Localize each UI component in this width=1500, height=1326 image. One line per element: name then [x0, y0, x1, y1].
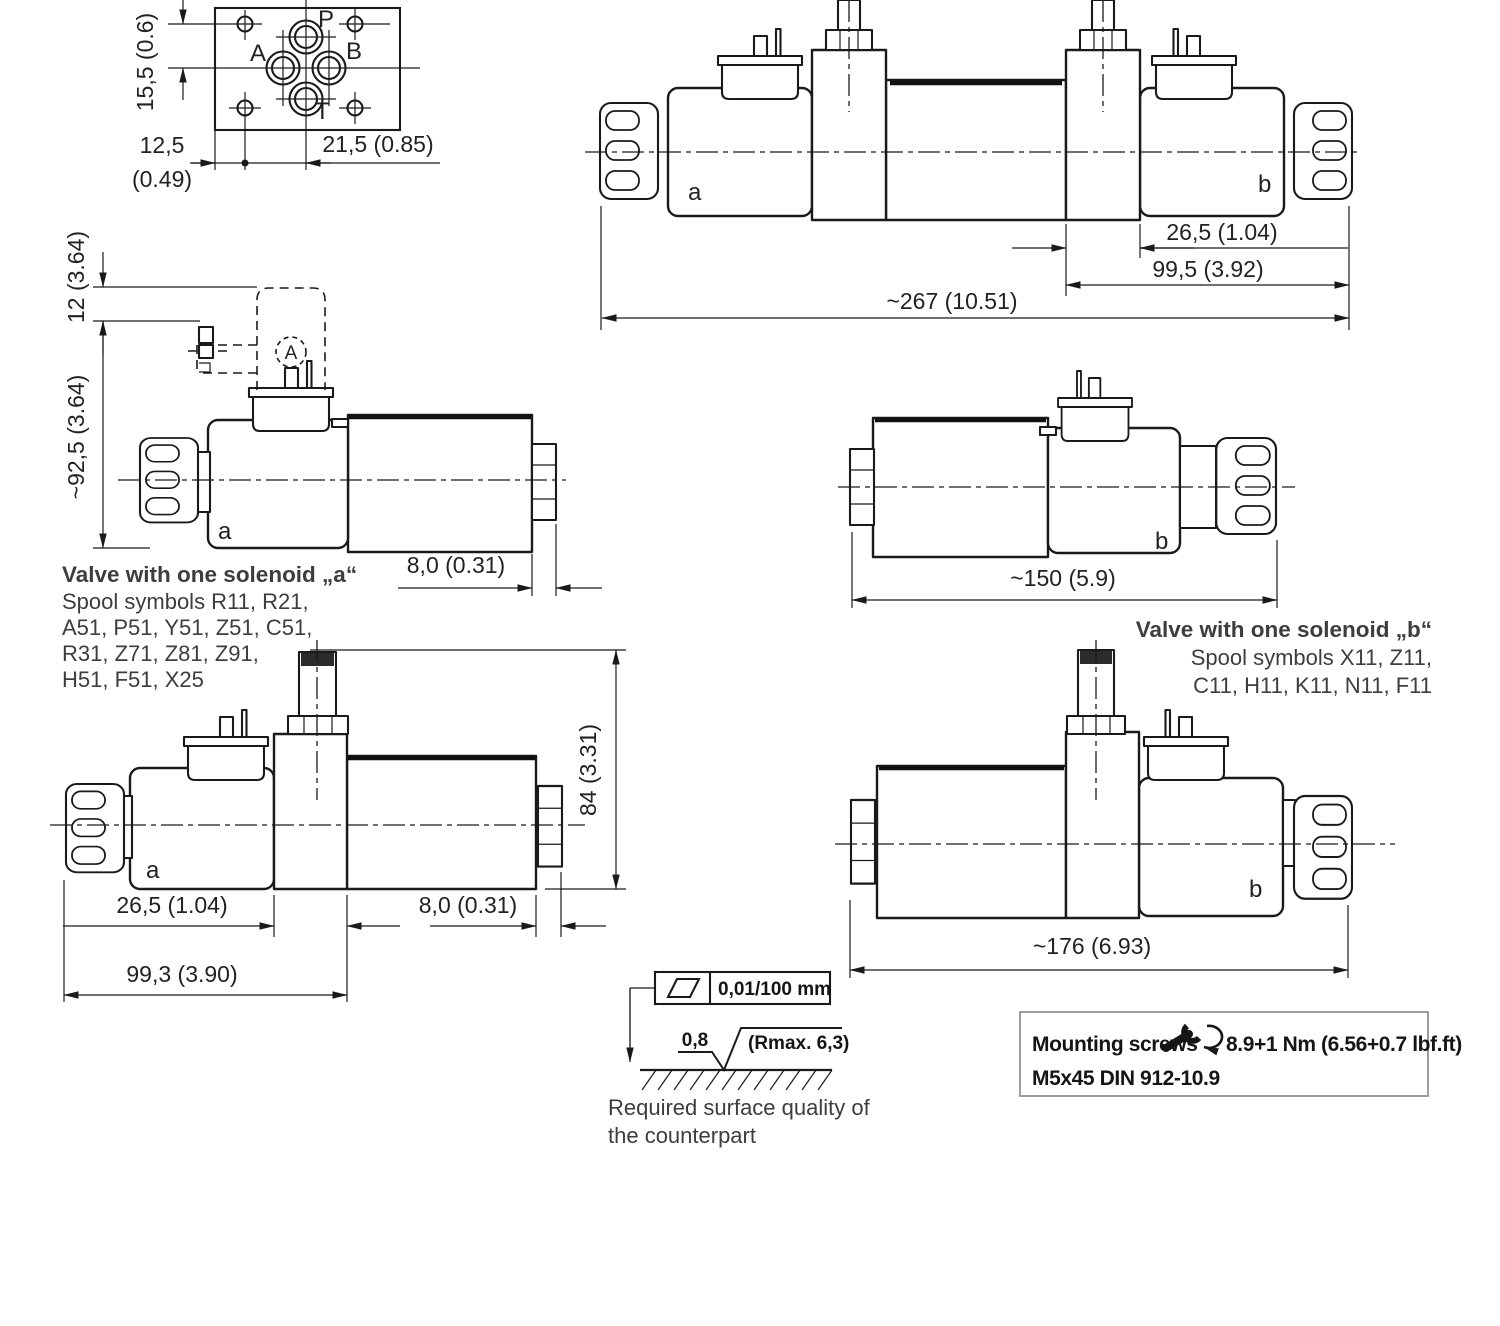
dim-offset-mm: 12,5: [139, 132, 185, 158]
roughness-max: (Rmax. 6,3): [748, 1033, 850, 1054]
connector-plug-b: [1152, 29, 1236, 99]
dim-end-clearance: 8,0 (0.31): [418, 892, 518, 918]
valve-center-body: [886, 80, 1066, 220]
dim-length: 99,3 (3.90): [126, 961, 238, 987]
dim-interface: 26,5 (1.04): [116, 892, 228, 918]
valve-a-note-line3: R31, Z71, Z81, Z91,: [62, 641, 259, 666]
mounting-torque: 8.9+1 Nm (6.56+0.7 lbf.ft): [1226, 1033, 1462, 1056]
body-tab: [1040, 427, 1056, 435]
port-a-label: A: [249, 40, 266, 67]
surface-caption-line2: the counterpart: [608, 1123, 756, 1148]
solenoid-b-label: b: [1155, 528, 1169, 555]
valve-a-note-line1: Spool symbols R11, R21,: [62, 589, 309, 614]
roughness-value: 0,8: [681, 1030, 709, 1051]
port-t-label: T: [315, 98, 330, 125]
knurled-cap: [1294, 796, 1352, 899]
connector-plug: [184, 710, 268, 780]
end-hex-nut: [538, 786, 562, 867]
flatness-symbol-icon: [668, 979, 699, 997]
knurled-cap-a: [600, 103, 658, 199]
detail-a-label: A: [284, 343, 298, 364]
valve-a-note-line4: H51, F51, X25: [62, 667, 204, 692]
stem-column: [274, 734, 347, 889]
connector-plug: [1144, 710, 1228, 780]
connector-plug-a: [718, 29, 802, 99]
dim-total-length: ~150 (5.9): [1010, 565, 1116, 591]
valve-b-note-title: Valve with one solenoid „b“: [1135, 617, 1432, 642]
valve-b-note-line1: Spool symbols X11, Z11,: [1190, 645, 1432, 670]
mounting-screws-note: [1020, 1012, 1462, 1096]
double-solenoid-valve-view: [585, 0, 1360, 330]
dim-end-clearance: 8,0 (0.31): [406, 552, 506, 578]
dim-solenoid-length: 99,5 (3.92): [1152, 256, 1264, 282]
knurled-cap: [66, 784, 124, 872]
port-pattern-view: [132, 0, 440, 192]
solenoid-a-label: a: [218, 518, 232, 545]
connector-plug: [1058, 371, 1132, 441]
dim-plug-removal: 12 (3.64): [63, 230, 89, 324]
knurled-cap-b: [1294, 103, 1352, 199]
stem: [288, 652, 348, 734]
solenoid-b-label: b: [1258, 171, 1272, 198]
valve-a-note-title: Valve with one solenoid „a“: [62, 562, 358, 587]
body-tab: [332, 419, 348, 427]
mounting-screw-spec: M5x45 DIN 912-10.9: [1032, 1067, 1220, 1090]
end-hex-nut: [851, 800, 875, 884]
mating-connector-detail: [199, 327, 213, 372]
dim-port-spacing: 21,5 (0.85): [322, 131, 434, 157]
valve-body: [347, 756, 536, 889]
dim-offset-in: (0.49): [131, 166, 193, 192]
solenoid-a-label: a: [146, 857, 160, 884]
dim-interface: 26,5 (1.04): [1166, 219, 1278, 245]
solenoid-b-label: b: [1249, 876, 1263, 903]
solenoid-a-label: a: [688, 179, 702, 206]
surface-caption-line1: Required surface quality of: [608, 1095, 870, 1120]
valve-a-side-view: [63, 231, 602, 596]
valve-body: [877, 766, 1066, 918]
valve-b-side-view: [838, 371, 1295, 608]
dim-total-length: ~267 (10.51): [886, 288, 1018, 314]
valve-a-note-line2: A51, P51, Y51, Z51, C51,: [62, 615, 313, 640]
valve-b-note-line2: C11, H11, K11, N11, F11: [1193, 673, 1432, 698]
dimension-origin-dot: [242, 160, 249, 167]
connector-plug: [249, 361, 333, 431]
dim-total-length: ~176 (6.93): [1032, 933, 1152, 959]
end-hex-nut: [532, 444, 556, 520]
dim-height: ~92,5 (3.64): [63, 374, 89, 500]
valve-body: [348, 415, 532, 552]
dim-height: 84 (3.31): [575, 723, 601, 817]
hatching: [642, 1070, 832, 1090]
port-b-label: B: [346, 38, 363, 65]
knurled-cap: [1216, 438, 1276, 534]
dim-row-spacing: 15,5 (0.6): [132, 12, 158, 112]
flatness-value: 0,01/100 mm: [718, 979, 832, 1000]
stem-column: [1066, 732, 1139, 918]
valve-b-note: [1136, 617, 1432, 698]
port-p-label: P: [318, 6, 335, 33]
mounting-label: Mounting screws: [1032, 1033, 1198, 1056]
surface-quality-note: [608, 972, 871, 1148]
valve-a-front-view: [50, 640, 626, 1002]
